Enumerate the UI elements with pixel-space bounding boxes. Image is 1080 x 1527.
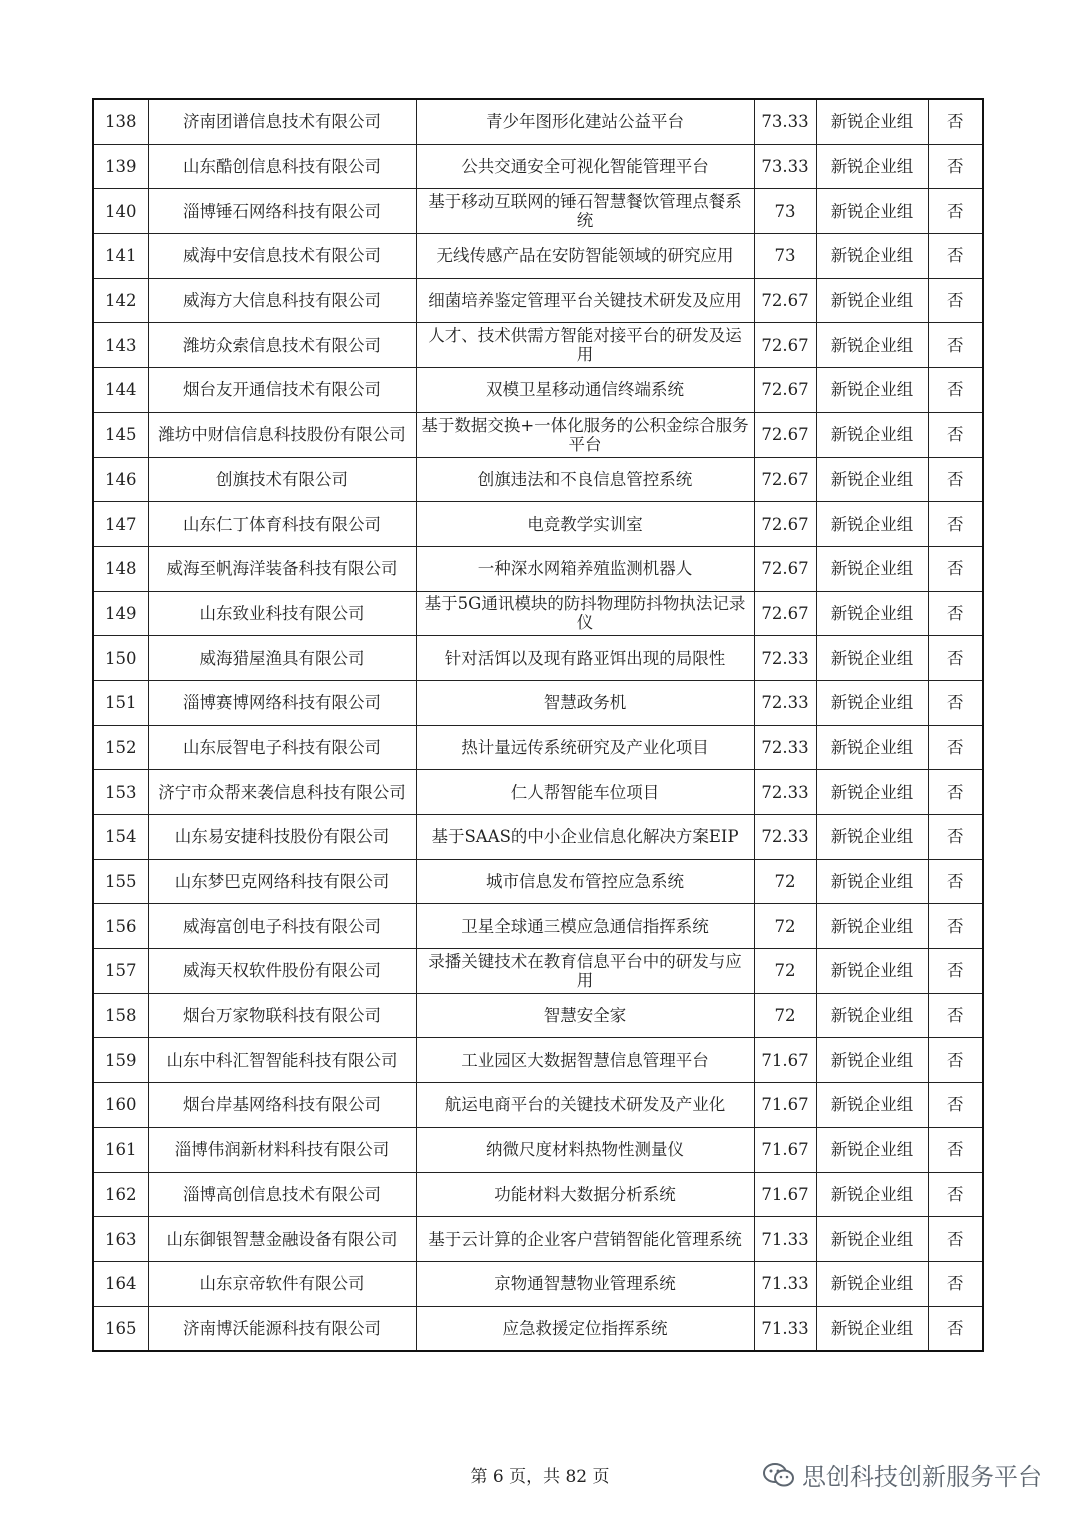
cell-row-number: 155: [93, 859, 148, 904]
cell-company-name: 威海天权软件股份有限公司: [148, 949, 416, 994]
cell-flag: 否: [928, 591, 983, 636]
table-row: [93, 1172, 983, 1217]
cell-flag: 否: [928, 1172, 983, 1217]
watermark: [762, 1457, 1042, 1492]
cell-project-name: 基于数据交换+一体化服务的公积金综合服务平台: [416, 412, 754, 457]
cell-company-name: 山东京帝软件有限公司: [148, 1261, 416, 1306]
cell-flag: 否: [928, 1127, 983, 1172]
cell-project-name: 基于SAAS的中小企业信息化解决方案EIP: [416, 815, 754, 860]
cell-group: 新锐企业组: [816, 904, 928, 949]
cell-flag: 否: [928, 412, 983, 457]
cell-project-name: 应急救援定位指挥系统: [416, 1306, 754, 1351]
cell-flag: 否: [928, 323, 983, 368]
cell-group: 新锐企业组: [816, 323, 928, 368]
cell-row-number: 159: [93, 1038, 148, 1083]
cell-row-number: 141: [93, 234, 148, 279]
cell-group: 新锐企业组: [816, 368, 928, 413]
cell-company-name: 淄博赛博网络科技有限公司: [148, 680, 416, 725]
cell-project-name: 细菌培养鉴定管理平台关键技术研发及应用: [416, 278, 754, 323]
cell-project-name: 录播关键技术在教育信息平台中的研发与应用: [416, 949, 754, 994]
cell-group: 新锐企业组: [816, 815, 928, 860]
cell-score: 73: [754, 189, 816, 234]
cell-row-number: 161: [93, 1127, 148, 1172]
cell-company-name: 威海猎屋渔具有限公司: [148, 636, 416, 681]
cell-score: 72: [754, 949, 816, 994]
cell-company-name: 山东辰智电子科技有限公司: [148, 725, 416, 770]
cell-score: 72.33: [754, 770, 816, 815]
table-row: [93, 99, 983, 144]
cell-group: 新锐企业组: [816, 412, 928, 457]
cell-row-number: 147: [93, 502, 148, 547]
cell-group: 新锐企业组: [816, 546, 928, 591]
cell-score: 72: [754, 904, 816, 949]
cell-score: 73: [754, 234, 816, 279]
watermark-text: 思创科技创新服务平台: [802, 1463, 1042, 1491]
wechat-icon: [762, 1461, 796, 1489]
cell-group: 新锐企业组: [816, 591, 928, 636]
cell-company-name: 山东中科汇智智能科技有限公司: [148, 1038, 416, 1083]
cell-row-number: 158: [93, 993, 148, 1038]
table-row: [93, 815, 983, 860]
cell-score: 72: [754, 993, 816, 1038]
cell-row-number: 138: [93, 99, 148, 144]
table-row: [93, 680, 983, 725]
cell-row-number: 148: [93, 546, 148, 591]
cell-company-name: 山东梦巴克网络科技有限公司: [148, 859, 416, 904]
cell-row-number: 150: [93, 636, 148, 681]
cell-flag: 否: [928, 1083, 983, 1128]
cell-group: 新锐企业组: [816, 278, 928, 323]
cell-score: 71.67: [754, 1127, 816, 1172]
cell-flag: 否: [928, 189, 983, 234]
cell-row-number: 164: [93, 1261, 148, 1306]
table-row: [93, 1127, 983, 1172]
cell-row-number: 156: [93, 904, 148, 949]
table-row: [93, 234, 983, 279]
cell-row-number: 140: [93, 189, 148, 234]
cell-group: 新锐企业组: [816, 725, 928, 770]
cell-project-name: 人才、技术供需方智能对接平台的研发及运用: [416, 323, 754, 368]
cell-project-name: 卫星全球通三模应急通信指挥系统: [416, 904, 754, 949]
cell-flag: 否: [928, 234, 983, 279]
cell-project-name: 基于云计算的企业客户营销智能化管理系统: [416, 1217, 754, 1262]
cell-group: 新锐企业组: [816, 1083, 928, 1128]
cell-group: 新锐企业组: [816, 1261, 928, 1306]
cell-score: 72.33: [754, 725, 816, 770]
table-row: [93, 1217, 983, 1262]
cell-score: 71.67: [754, 1172, 816, 1217]
table-row: [93, 725, 983, 770]
cell-row-number: 145: [93, 412, 148, 457]
cell-score: 72.67: [754, 502, 816, 547]
cell-company-name: 山东酷创信息科技有限公司: [148, 144, 416, 189]
cell-project-name: 功能材料大数据分析系统: [416, 1172, 754, 1217]
cell-group: 新锐企业组: [816, 234, 928, 279]
cell-flag: 否: [928, 368, 983, 413]
table-row: [93, 993, 983, 1038]
cell-project-name: 双模卫星移动通信终端系统: [416, 368, 754, 413]
cell-row-number: 146: [93, 457, 148, 502]
table-row: [93, 502, 983, 547]
cell-flag: 否: [928, 993, 983, 1038]
cell-flag: 否: [928, 1261, 983, 1306]
cell-score: 72.67: [754, 546, 816, 591]
cell-flag: 否: [928, 502, 983, 547]
cell-row-number: 149: [93, 591, 148, 636]
cell-project-name: 基于移动互联网的锤石智慧餐饮管理点餐系统: [416, 189, 754, 234]
cell-score: 71.33: [754, 1217, 816, 1262]
cell-company-name: 威海至帆海洋装备科技有限公司: [148, 546, 416, 591]
cell-project-name: 青少年图形化建站公益平台: [416, 99, 754, 144]
cell-project-name: 工业园区大数据智慧信息管理平台: [416, 1038, 754, 1083]
cell-project-name: 创旗违法和不良信息管控系统: [416, 457, 754, 502]
cell-project-name: 仁人帮智能车位项目: [416, 770, 754, 815]
cell-score: 71.67: [754, 1083, 816, 1128]
cell-row-number: 154: [93, 815, 148, 860]
cell-company-name: 山东致业科技有限公司: [148, 591, 416, 636]
table-row: [93, 636, 983, 681]
cell-score: 73.33: [754, 144, 816, 189]
cell-project-name: 无线传感产品在安防智能领域的研究应用: [416, 234, 754, 279]
cell-group: 新锐企业组: [816, 1172, 928, 1217]
cell-group: 新锐企业组: [816, 949, 928, 994]
cell-project-name: 基于5G通讯模块的防抖物理防抖物执法记录仪: [416, 591, 754, 636]
cell-flag: 否: [928, 144, 983, 189]
cell-flag: 否: [928, 725, 983, 770]
cell-flag: 否: [928, 949, 983, 994]
cell-company-name: 烟台岸基网络科技有限公司: [148, 1083, 416, 1128]
cell-score: 71.33: [754, 1261, 816, 1306]
cell-row-number: 160: [93, 1083, 148, 1128]
cell-group: 新锐企业组: [816, 1038, 928, 1083]
cell-score: 73.33: [754, 99, 816, 144]
cell-company-name: 潍坊众索信息技术有限公司: [148, 323, 416, 368]
cell-score: 72.67: [754, 323, 816, 368]
cell-group: 新锐企业组: [816, 144, 928, 189]
cell-group: 新锐企业组: [816, 189, 928, 234]
cell-project-name: 航运电商平台的关键技术研发及产业化: [416, 1083, 754, 1128]
cell-group: 新锐企业组: [816, 680, 928, 725]
table-row: [93, 323, 983, 368]
cell-company-name: 威海中安信息技术有限公司: [148, 234, 416, 279]
cell-flag: 否: [928, 278, 983, 323]
cell-score: 71.67: [754, 1038, 816, 1083]
cell-flag: 否: [928, 457, 983, 502]
cell-score: 72.33: [754, 815, 816, 860]
cell-group: 新锐企业组: [816, 457, 928, 502]
cell-project-name: 热计量远传系统研究及产业化项目: [416, 725, 754, 770]
results-table-body: [93, 99, 983, 1351]
table-row: [93, 770, 983, 815]
cell-company-name: 淄博锤石网络科技有限公司: [148, 189, 416, 234]
cell-company-name: 创旗技术有限公司: [148, 457, 416, 502]
page-footer: 第 6 页，共 82 页: [470, 1467, 610, 1487]
cell-group: 新锐企业组: [816, 1127, 928, 1172]
cell-group: 新锐企业组: [816, 1217, 928, 1262]
cell-score: 72.67: [754, 278, 816, 323]
table-row: [93, 278, 983, 323]
cell-flag: 否: [928, 546, 983, 591]
cell-company-name: 潍坊中财信信息科技股份有限公司: [148, 412, 416, 457]
table-row: [93, 189, 983, 234]
cell-project-name: 城市信息发布管控应急系统: [416, 859, 754, 904]
cell-row-number: 163: [93, 1217, 148, 1262]
table-row: [93, 859, 983, 904]
cell-project-name: 电竞教学实训室: [416, 502, 754, 547]
cell-flag: 否: [928, 1038, 983, 1083]
results-table: [92, 98, 984, 1352]
table-row: [93, 1038, 983, 1083]
cell-company-name: 山东御银智慧金融设备有限公司: [148, 1217, 416, 1262]
cell-group: 新锐企业组: [816, 993, 928, 1038]
cell-project-name: 智慧政务机: [416, 680, 754, 725]
cell-score: 72.67: [754, 412, 816, 457]
table-row: [93, 949, 983, 994]
table-row: [93, 144, 983, 189]
table-row: [93, 1306, 983, 1351]
cell-company-name: 山东易安捷科技股份有限公司: [148, 815, 416, 860]
cell-row-number: 142: [93, 278, 148, 323]
cell-score: 72: [754, 859, 816, 904]
cell-flag: 否: [928, 99, 983, 144]
cell-project-name: 纳微尺度材料热物性测量仪: [416, 1127, 754, 1172]
cell-company-name: 济南团谱信息技术有限公司: [148, 99, 416, 144]
cell-row-number: 151: [93, 680, 148, 725]
cell-row-number: 157: [93, 949, 148, 994]
cell-score: 72.33: [754, 680, 816, 725]
table-row: [93, 1083, 983, 1128]
cell-group: 新锐企业组: [816, 636, 928, 681]
cell-flag: 否: [928, 680, 983, 725]
cell-company-name: 烟台友开通信技术有限公司: [148, 368, 416, 413]
cell-score: 72.67: [754, 368, 816, 413]
cell-row-number: 165: [93, 1306, 148, 1351]
table-row: [93, 1261, 983, 1306]
cell-company-name: 威海富创电子科技有限公司: [148, 904, 416, 949]
cell-company-name: 济宁市众帮来袭信息科技有限公司: [148, 770, 416, 815]
cell-score: 71.33: [754, 1306, 816, 1351]
cell-group: 新锐企业组: [816, 1306, 928, 1351]
cell-score: 72.67: [754, 457, 816, 502]
cell-project-name: 京物通智慧物业管理系统: [416, 1261, 754, 1306]
table-row: [93, 457, 983, 502]
cell-group: 新锐企业组: [816, 859, 928, 904]
cell-flag: 否: [928, 770, 983, 815]
cell-flag: 否: [928, 1306, 983, 1351]
cell-row-number: 162: [93, 1172, 148, 1217]
cell-group: 新锐企业组: [816, 99, 928, 144]
cell-flag: 否: [928, 1217, 983, 1262]
table-row: [93, 591, 983, 636]
cell-company-name: 淄博伟润新材料科技有限公司: [148, 1127, 416, 1172]
cell-project-name: 智慧安全家: [416, 993, 754, 1038]
table-row: [93, 904, 983, 949]
cell-project-name: 公共交通安全可视化智能管理平台: [416, 144, 754, 189]
cell-company-name: 烟台万家物联科技有限公司: [148, 993, 416, 1038]
cell-project-name: 针对活饵以及现有路亚饵出现的局限性: [416, 636, 754, 681]
cell-group: 新锐企业组: [816, 770, 928, 815]
cell-row-number: 152: [93, 725, 148, 770]
cell-row-number: 143: [93, 323, 148, 368]
cell-flag: 否: [928, 636, 983, 681]
cell-flag: 否: [928, 815, 983, 860]
cell-flag: 否: [928, 859, 983, 904]
cell-company-name: 山东仁丁体育科技有限公司: [148, 502, 416, 547]
cell-company-name: 淄博高创信息技术有限公司: [148, 1172, 416, 1217]
table-row: [93, 368, 983, 413]
table-row: [93, 546, 983, 591]
cell-row-number: 144: [93, 368, 148, 413]
cell-project-name: 一种深水网箱养殖监测机器人: [416, 546, 754, 591]
cell-company-name: 威海方大信息科技有限公司: [148, 278, 416, 323]
cell-flag: 否: [928, 904, 983, 949]
cell-company-name: 济南博沃能源科技有限公司: [148, 1306, 416, 1351]
cell-group: 新锐企业组: [816, 502, 928, 547]
cell-score: 72.33: [754, 636, 816, 681]
cell-row-number: 153: [93, 770, 148, 815]
cell-score: 72.67: [754, 591, 816, 636]
cell-row-number: 139: [93, 144, 148, 189]
table-row: [93, 412, 983, 457]
